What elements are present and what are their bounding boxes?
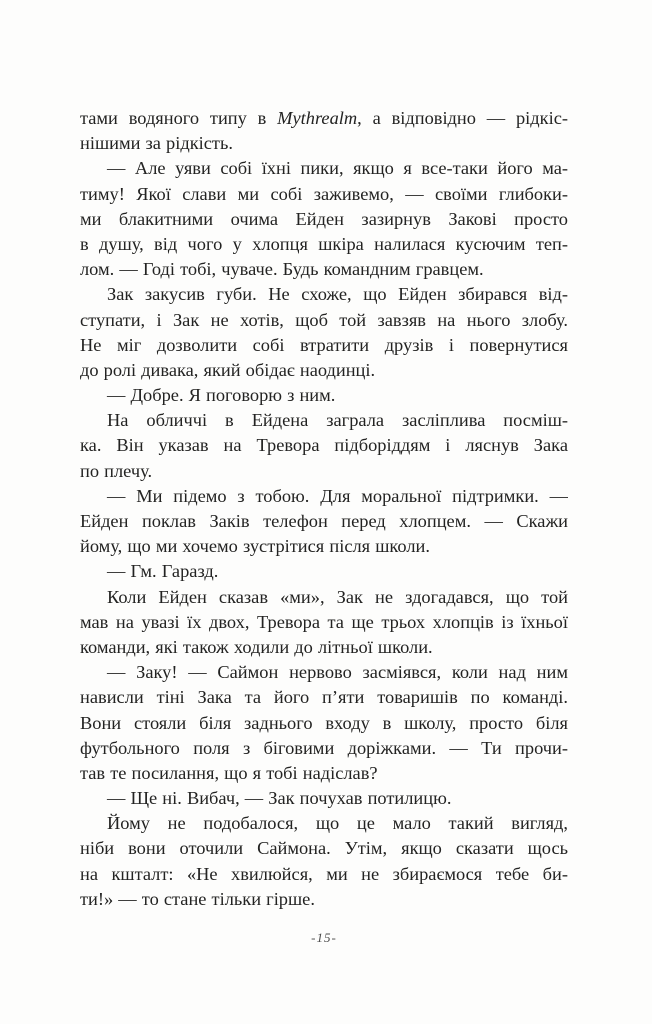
text-segment: ми блакитними очима Ейден зазирнув Закові просто — [80, 208, 568, 229]
text-segment: Не міг дозволити собі втратити друзів і повернутися — [80, 334, 568, 355]
text-line — [80, 736, 568, 761]
text-segment: Ейден поклав Заків телефон перед хлопцем. — Скажи — [80, 511, 568, 531]
text-line — [80, 761, 568, 786]
text-segment: мав на увазі їх двох, Тревора та ще трьох хлопців із їхньої — [80, 611, 568, 632]
text-line — [80, 887, 568, 912]
text-segment: , а відповідно — рідкіс- — [357, 108, 568, 128]
text-segment: нішими за рідкість. — [80, 133, 233, 154]
text-line — [80, 559, 568, 584]
text-line — [80, 106, 568, 131]
text-segment: ка. Він указав на Тревора підборіддям і ляснув Зака — [80, 435, 568, 456]
text-line — [80, 836, 568, 861]
text-segment: лом. — Годі тобі, чуваче. Будь командним гравцем. — [80, 259, 484, 280]
text-block — [80, 106, 568, 912]
text-line — [80, 232, 568, 257]
text-line — [80, 408, 568, 433]
text-segment: до ролі дивака, який обідає наодинці. — [80, 359, 376, 380]
text-line — [80, 635, 568, 660]
text-line — [80, 282, 568, 307]
text-line — [80, 534, 568, 559]
text-segment: на кшталт: «Не хвилюйся, ми не збираємося тебе би- — [80, 863, 568, 884]
text-line — [80, 383, 568, 408]
text-segment: — Гм. Гаразд. — [107, 561, 219, 582]
text-line — [80, 484, 568, 509]
text-segment: Вони стояли біля заднього входу в школу, просто біля — [80, 712, 568, 733]
text-line — [80, 459, 568, 484]
text-segment: — Ми підемо з тобою. Для моральної підтримки. — — [107, 485, 568, 506]
text-line — [80, 509, 568, 534]
text-line — [80, 685, 568, 710]
text-segment: Зак закусив губи. Не схоже, що Ейден збирався від- — [107, 284, 568, 305]
text-line — [80, 585, 568, 610]
text-line — [80, 862, 568, 887]
text-line — [80, 156, 568, 181]
text-segment: тав те посилання, що я тобі надіслав? — [80, 762, 378, 783]
book-title-italic: Mythrealm — [277, 108, 358, 128]
text-segment: — Але уяви собі їхні пики, якщо я все-таки його ма- — [107, 158, 568, 179]
text-line — [80, 660, 568, 685]
text-segment: Коли Ейден сказав «ми», Зак не здогадався, що той — [107, 586, 568, 607]
text-line — [80, 811, 568, 836]
text-segment: футбольного поля з біговими доріжками. — Ти прочи- — [80, 737, 568, 758]
text-segment: в душу, від чого у хлопця шкіра налилася кусючим теп- — [80, 233, 568, 254]
text-segment: по плечу. — [80, 460, 153, 481]
text-line — [80, 333, 568, 358]
text-segment: — Заку! — Саймон нервово засміявся, коли над ним — [107, 662, 568, 683]
text-segment: тиму! Якої слави ми собі заживемо, — своїми глибоки- — [80, 183, 568, 204]
text-segment: — Ще ні. Вибач, — Зак почухав потилицю. — [107, 788, 452, 809]
text-segment: тами водяного типу в — [80, 108, 278, 128]
text-segment: ти!» — то стане тільки гірше. — [80, 888, 315, 909]
text-segment: — Добре. Я поговорю з ним. — [107, 385, 336, 406]
text-line — [80, 610, 568, 635]
text-segment: Йому не подобалося, що це мало такий вигляд, — [107, 813, 568, 834]
text-segment: На обличчі в Ейдена заграла засліплива посміш- — [107, 410, 568, 431]
text-line — [80, 358, 568, 383]
text-line — [80, 786, 568, 811]
text-segment: ніби вони оточили Саймона. Утім, якщо сказати щось — [80, 838, 568, 859]
text-line — [80, 433, 568, 458]
text-segment: йому, що ми хочемо зустрітися після школи. — [80, 536, 430, 557]
text-segment: команди, які також ходили до літньої школи. — [80, 636, 433, 657]
text-line — [80, 207, 568, 232]
text-line — [80, 182, 568, 207]
text-segment: нависли тіні Зака та його п’яти товаришів по команді. — [80, 687, 568, 708]
text-segment: ступати, і Зак не хотів, щоб той завзяв на нього злобу. — [80, 309, 568, 330]
text-line — [80, 711, 568, 736]
text-line — [80, 308, 568, 333]
text-line — [80, 131, 568, 156]
text-line — [80, 257, 568, 282]
page-number: -15- — [311, 930, 337, 945]
